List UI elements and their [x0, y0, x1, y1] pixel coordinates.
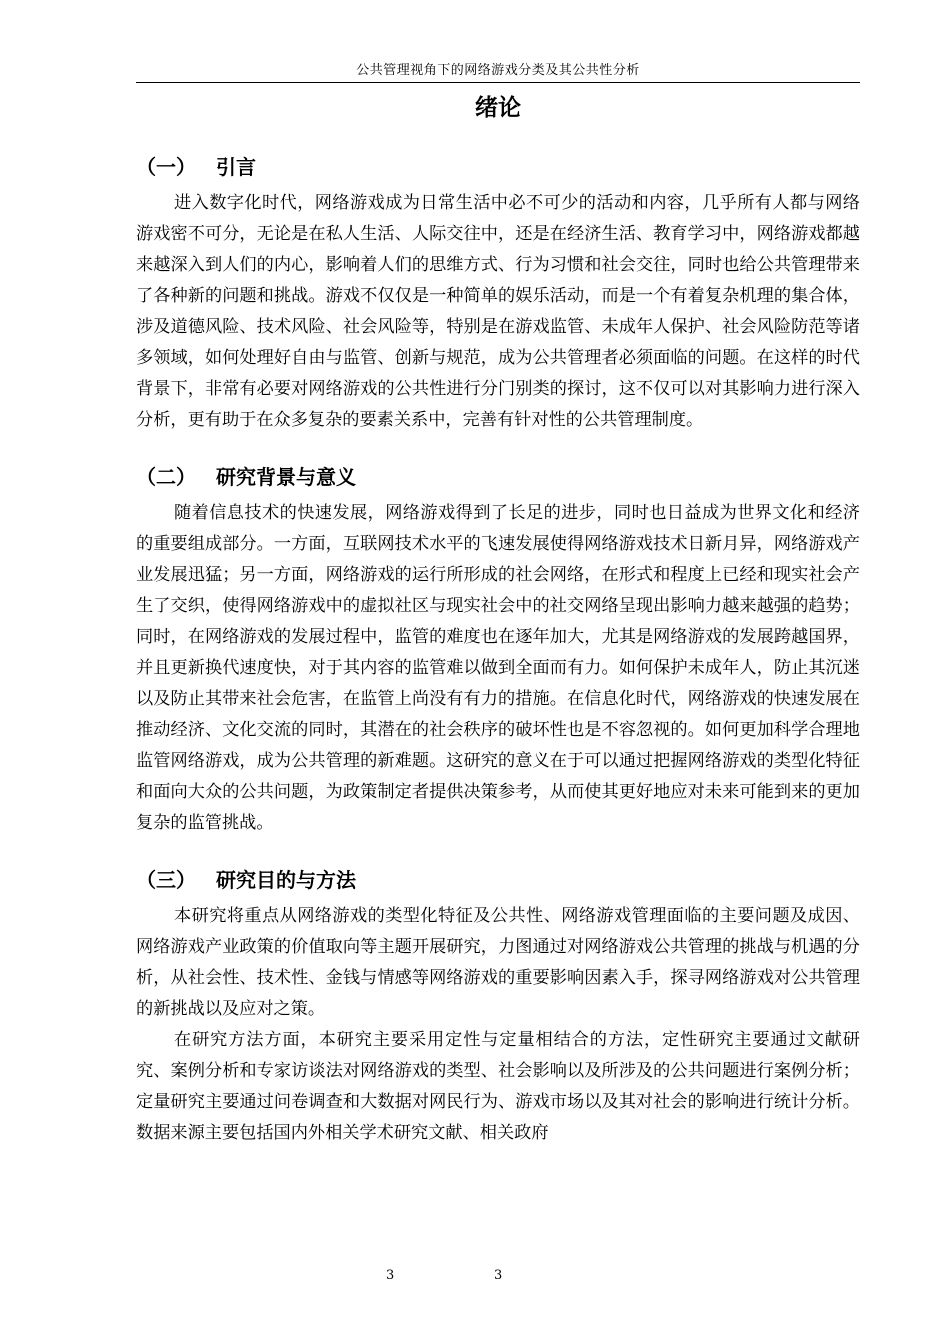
section-background: [136, 460, 860, 839]
body-paragraph: 本研究将重点从网络游戏的类型化特征及公共性、网络游戏管理面临的主要问题及成因、网络游戏产业政策的价值取向等主题开展研究，力图通过对网络游戏公共管理的挑战与机遇的分析，从社会性、技术性、金钱与情感等网络游戏的重要影响因素入手，探寻网络游戏对公共管理的新挑战以及应对之策。: [136, 906, 860, 1019]
body-paragraph: 在研究方法方面，本研究主要采用定性与定量相结合的方法，定性研究主要通过文献研究、案例分析和专家访谈法对网络游戏的类型、社会影响以及所涉及的公共问题进行案例分析；定量研究主要通过问卷调查和大数据对网民行为、游戏市场以及其对社会的影响进行统计分析。数据来源主要包括国内外相关学术研究文献、相关政府: [136, 1030, 860, 1143]
section-number: （一）: [136, 155, 196, 179]
section-title: 研究背景与意义: [216, 465, 356, 489]
section-title: 引言: [216, 155, 256, 179]
page-number: 3: [386, 1268, 395, 1283]
body-content: [136, 150, 860, 1149]
section-number: （三）: [136, 868, 196, 892]
section-title: 研究目的与方法: [216, 868, 356, 892]
section-purpose-methods: [136, 863, 860, 1149]
body-paragraph: 随着信息技术的快速发展，网络游戏得到了长足的进步，同时也日益成为世界文化和经济的重要组成部分。一方面，互联网技术水平的飞速发展使得网络游戏技术日新月异，网络游戏产业发展迅猛；另一方面，网络游戏的运行所形成的社会网络，在形式和程度上已经和现实社会产生了交织，使得网络游戏中的虚拟社区与现实社会中的社交网络呈现出影响力越来越强的趋势；同时，在网络游戏的发展过程中，监管的难度也在逐年加大，尤其是网络游戏的发展跨越国界，并且更新换代速度快，对于其内容的监管难以做到全面而有力。如何保护未成年人，防止其沉迷以及防止其带来社会危害，在监管上尚没有有力的措施。在信息化时代，网络游戏的快速发展在推动经济、文化交流的同时，其潜在的社会秩序的破坏性也是不容忽视的。如何更加科学合理地监管网络游戏，成为公共管理的新难题。这研究的意义在于可以通过把握网络游戏的类型化特征和面向大众的公共问题，为政策制定者提供决策参考，从而使其更好地应对未来可能到来的更加复杂的监管挑战。: [136, 503, 860, 833]
running-header: 公共管理视角下的网络游戏分类及其公共性分析: [356, 63, 640, 78]
header-rule: [136, 82, 860, 83]
page-footer: [0, 1266, 950, 1286]
section-heading: [136, 150, 860, 184]
section-heading: [136, 460, 860, 494]
chapter-title: 绪论: [475, 94, 521, 121]
body-paragraph: 进入数字化时代，网络游戏成为日常生活中必不可少的活动和内容，几乎所有人都与网络游戏密不可分，无论是在私人生活、人际交往中，还是在经济生活、教育学习中，网络游戏都越来越深入到人们的内心，影响着人们的思维方式、行为习惯和社会交往，同时也给公共管理带来了各种新的问题和挑战。游戏不仅仅是一种简单的娱乐活动，而是一个有着复杂机理的集合体，涉及道德风险、技术风险、社会风险等，特别是在游戏监管、未成年人保护、社会风险防范等诸多领域，如何处理好自由与监管、创新与规范，成为公共管理者必须面临的问题。在这样的时代背景下，非常有必要对网络游戏的公共性进行分门别类的探讨，这不仅可以对其影响力进行深入分析，更有助于在众多复杂的要素关系中，完善有针对性的公共管理制度。: [136, 193, 860, 430]
page-number: 3: [494, 1268, 503, 1283]
section-spacer: [136, 839, 860, 863]
section-heading: [136, 863, 860, 897]
section-number: （二）: [136, 465, 196, 489]
section-introduction: [136, 150, 860, 436]
section-spacer: [136, 436, 860, 460]
